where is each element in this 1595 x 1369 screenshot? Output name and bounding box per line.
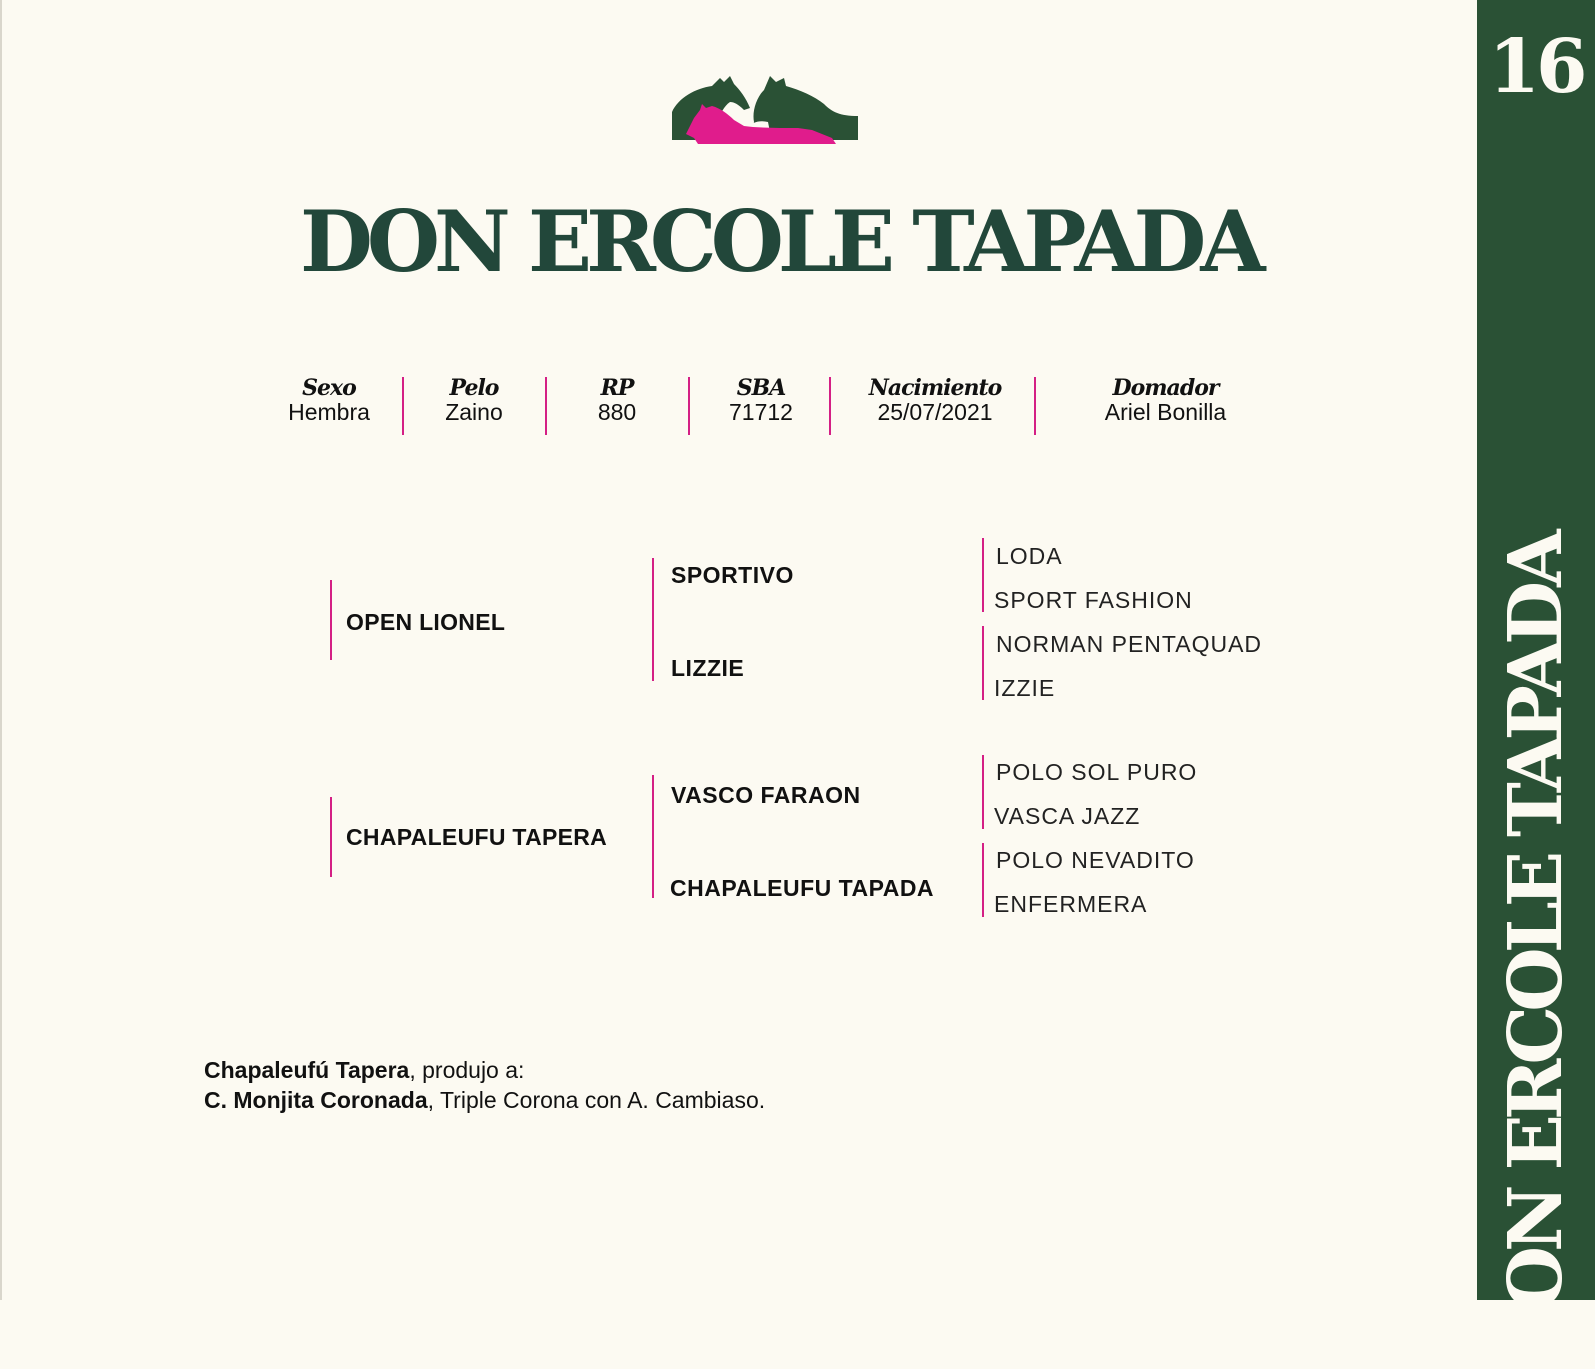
info-value: 71712 <box>729 399 793 426</box>
great-grandparent: LODA <box>996 543 1063 569</box>
page-edge <box>0 0 2 1300</box>
info-label: Pelo <box>449 375 499 401</box>
great-grandparent: NORMAN PENTAQUAD <box>996 631 1263 657</box>
dam-name: CHAPALEUFU TAPERA <box>346 824 608 850</box>
info-sexo <box>269 377 389 425</box>
info-sba <box>709 377 813 425</box>
sire-name: OPEN LIONEL <box>346 609 506 635</box>
pedigree-bracket <box>982 843 984 917</box>
info-label: RP <box>600 375 634 401</box>
info-divider <box>402 377 404 435</box>
pedigree-bracket <box>982 755 984 829</box>
production-note-line-2 <box>204 1087 765 1114</box>
info-label: Domador <box>1112 375 1219 401</box>
info-value: 880 <box>597 399 637 426</box>
side-title: DON ERCOLE TAPADA <box>1493 535 1579 1369</box>
pedigree-bracket <box>652 558 654 681</box>
note-text: , Triple Corona con A. Cambiaso. <box>427 1087 766 1113</box>
info-label: Sexo <box>302 375 356 401</box>
great-grandparent: VASCA JAZZ <box>994 803 1141 829</box>
great-grandparent: POLO NEVADITO <box>996 847 1195 873</box>
info-value: Ariel Bonilla <box>1104 399 1227 426</box>
info-rp <box>567 377 667 425</box>
info-divider <box>688 377 690 435</box>
side-band <box>1477 0 1595 1369</box>
info-domador <box>1083 377 1248 425</box>
info-label: Nacimiento <box>868 375 1002 401</box>
pedigree-bracket <box>330 580 332 660</box>
great-grandparent: POLO SOL PURO <box>996 759 1198 785</box>
pedigree-bracket <box>330 797 332 877</box>
maternal-grandsire: VASCO FARAON <box>671 782 861 808</box>
info-value: Hembra <box>288 399 370 426</box>
info-value: 25/07/2021 <box>877 399 993 426</box>
paternal-granddam: LIZZIE <box>671 655 745 681</box>
great-grandparent: ENFERMERA <box>994 891 1148 917</box>
note-dam-name: Chapaleufú Tapera <box>204 1057 410 1083</box>
great-grandparent: SPORT FASHION <box>994 587 1193 613</box>
maternal-granddam: CHAPALEUFU TAPADA <box>670 875 935 901</box>
info-value: Zaino <box>445 399 503 426</box>
note-text: , produjo a: <box>409 1057 525 1083</box>
info-divider <box>829 377 831 435</box>
info-divider <box>1034 377 1036 435</box>
page-number: 16 <box>1488 24 1584 110</box>
note-offspring-name: C. Monjita Coronada <box>204 1087 428 1113</box>
great-grandparent: IZZIE <box>994 675 1056 701</box>
pedigree-bracket <box>982 626 984 700</box>
info-pelo <box>419 377 529 425</box>
info-nacimiento <box>850 377 1020 425</box>
production-note-line-1 <box>204 1057 524 1084</box>
pedigree-bracket <box>982 538 984 612</box>
pedigree-bracket <box>652 775 654 898</box>
info-label: SBA <box>736 375 786 401</box>
horses-logo-icon <box>672 72 858 150</box>
paternal-grandsire: SPORTIVO <box>671 562 794 588</box>
info-divider <box>545 377 547 435</box>
horse-name-title: DON ERCOLE TAPADA <box>300 192 1260 291</box>
